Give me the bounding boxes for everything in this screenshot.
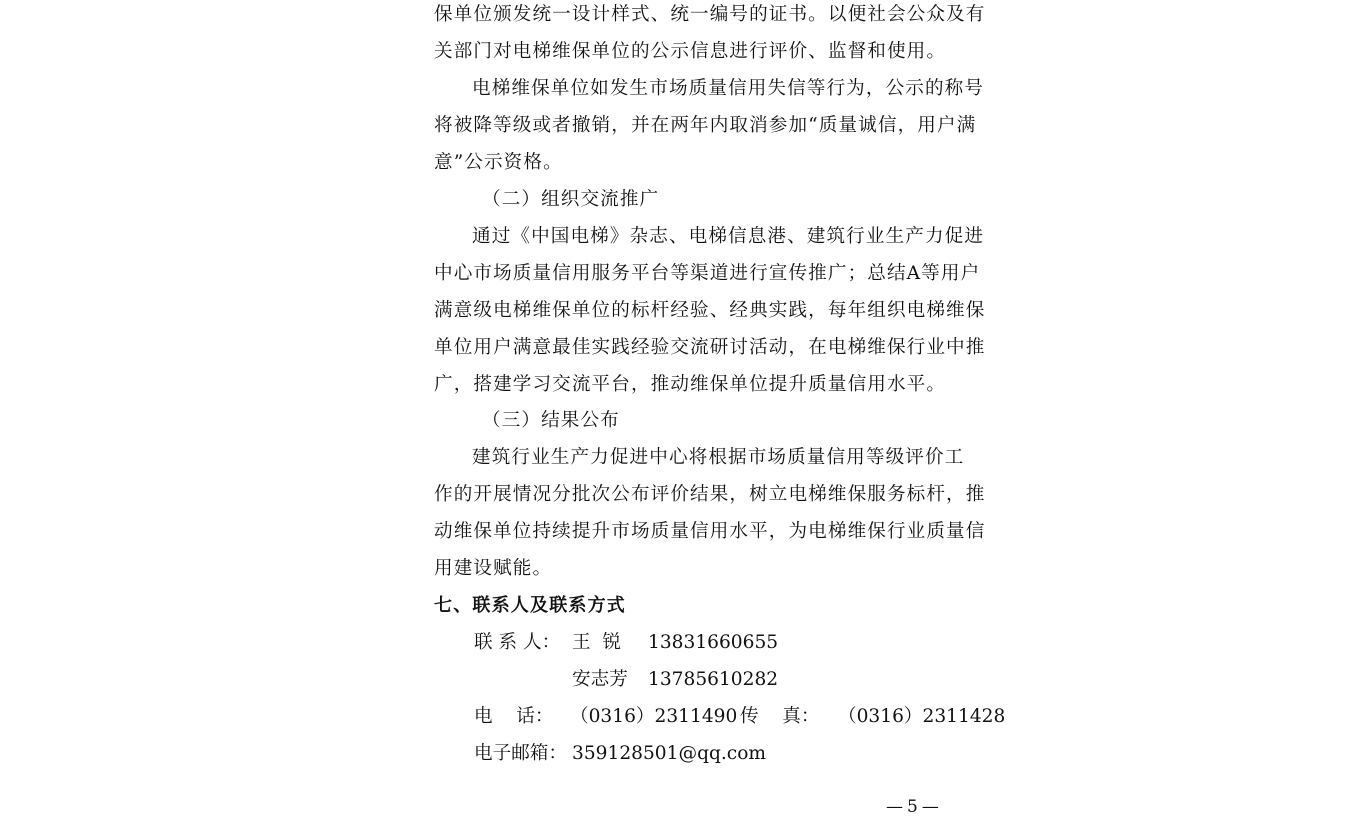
contact-heading: 七、联系人及联系方式 [434, 595, 626, 616]
section-title: （二）组织交流推广 [482, 189, 660, 210]
paragraph-line: 满意级电梯维保单位的标杆经验、经典实践，每年组织电梯维保 [434, 300, 986, 321]
fax-value: （0316）2311428 [838, 706, 1006, 727]
paragraph-line: 用建设赋能。 [434, 558, 553, 579]
fax-label: 传 真： [740, 706, 820, 727]
section-title: （三）结果公布 [482, 410, 620, 431]
paragraph-line: 关部门对电梯维保单位的公示信息进行评价、监督和使用。 [434, 41, 947, 62]
paragraph-line: 将被降等级或者撤销，并在两年内取消参加“质量诚信，用户满 [434, 115, 977, 136]
paragraph-line: 电梯维保单位如发生市场质量信用失信等行为，公示的称号 [472, 78, 985, 99]
email-label: 电子邮箱： [474, 743, 567, 764]
page-number: —5— [886, 797, 943, 817]
contact-phone-fax-row [474, 698, 1005, 735]
contact-person-name: 安志芳 [572, 669, 628, 690]
contact-person-name: 王 锐 [572, 632, 622, 653]
contact-email-row [474, 735, 766, 772]
contact-person-label: 联 系 人： [474, 632, 561, 653]
paragraph-line: 作的开展情况分批次公布评价结果，树立电梯维保服务标杆，推 [434, 484, 986, 505]
paragraph-line: 建筑行业生产力促进中心将根据市场质量信用等级评价工 [472, 447, 965, 468]
paragraph-line: 单位用户满意最佳实践经验交流研讨活动，在电梯维保行业中推 [434, 337, 986, 358]
contact-person-phone: 13831660655 [648, 632, 779, 653]
contact-person-phone: 13785610282 [648, 669, 779, 690]
document-page [434, 0, 1006, 830]
paragraph-line: 保单位颁发统一设计样式、统一编号的证书。以便社会公众及有 [434, 4, 986, 25]
paragraph-line: 中心市场质量信用服务平台等渠道进行宣传推广；总结A等用户 [434, 263, 981, 284]
paragraph-line: 动维保单位持续提升市场质量信用水平，为电梯维保行业质量信 [434, 521, 986, 542]
tel-value: （0316）2311490 [570, 706, 738, 727]
paragraph-line: 通过《中国电梯》杂志、电梯信息港、建筑行业生产力促进 [472, 226, 985, 247]
contact-person-row [474, 661, 778, 698]
paragraph-line: 广，搭建学习交流平台，推动维保单位提升质量信用水平。 [434, 374, 947, 395]
tel-label: 电 话： [474, 706, 554, 727]
contact-person-row [474, 624, 778, 661]
email-value: 359128501@qq.com [572, 743, 767, 764]
paragraph-line: 意”公示资格。 [434, 152, 563, 173]
